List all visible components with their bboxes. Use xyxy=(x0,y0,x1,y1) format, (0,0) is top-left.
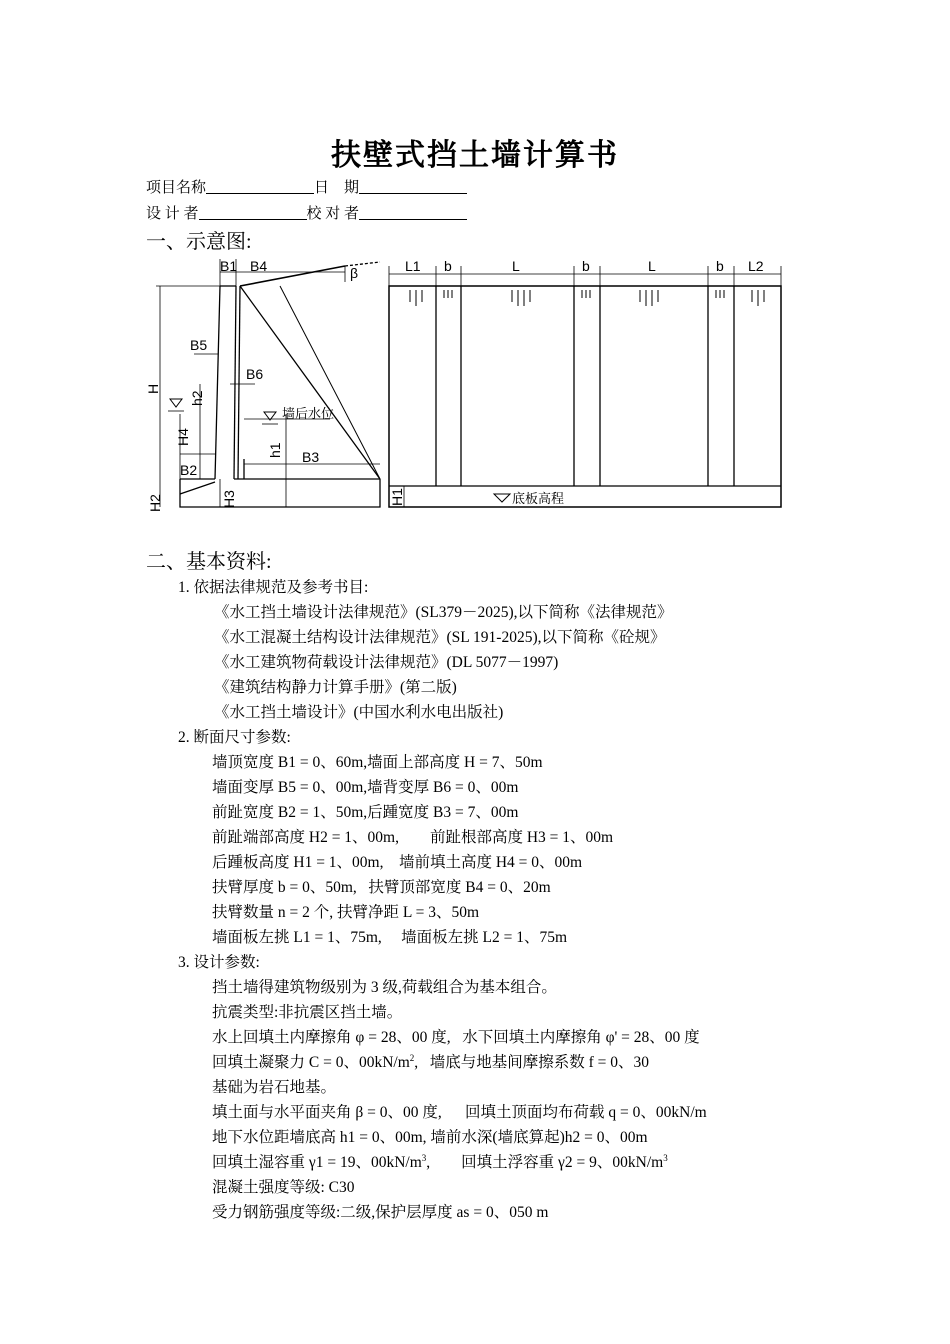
reference-item: 《水工挡土墙设计法律规范》(SL379－2025),以下简称《法律规范》 xyxy=(214,604,673,621)
dimension-line: 扶臂数量 n = 2 个, 扶臂净距 L = 3、50m xyxy=(212,904,480,921)
dimension-line: 前趾端部高度 H2 = 1、00m, 前趾根部高度 H3 = 1、00m xyxy=(212,829,614,846)
label-b-2: b xyxy=(582,258,590,274)
label-B4: B4 xyxy=(250,258,268,274)
label-B5: B5 xyxy=(190,337,208,353)
param-line xyxy=(212,1050,649,1072)
designer-blank xyxy=(199,205,307,220)
subheading-design-parameters: 3. 设计参数: xyxy=(178,954,260,971)
friction-text: , 墙底与地基间摩擦系数 f = 0、30 xyxy=(414,1054,650,1071)
buoyant-unit-weight-text: , 回填土浮容重 γ2 = 9、00kN/m xyxy=(426,1154,664,1171)
label-H4: H4 xyxy=(175,428,191,446)
label-B3: B3 xyxy=(302,449,320,465)
subheading-dimensions: 2. 断面尺寸参数: xyxy=(178,729,291,746)
reference-item: 《建筑结构静力计算手册》(第二版) xyxy=(214,679,457,696)
param-line: 抗震类型:非抗震区挡土墙。 xyxy=(212,1004,403,1021)
dimension-line: 前趾宽度 B2 = 1、50m,后踵宽度 B3 = 7、00m xyxy=(212,804,519,821)
designer-label: 设 计 者 xyxy=(146,206,199,222)
param-line: 地下水位距墙底高 h1 = 0、00m, 墙前水深(墙底算起)h2 = 0、00m xyxy=(212,1129,648,1146)
unit-superscript: 2 xyxy=(409,1053,415,1063)
checker-blank xyxy=(359,205,467,220)
section-heading-diagram: 一、示意图: xyxy=(146,231,252,253)
retaining-wall-diagram xyxy=(140,254,800,516)
subheading-references: 1. 依据法律规范及参考书目: xyxy=(178,579,369,596)
reference-item: 《水工建筑物荷载设计法律规范》(DL 5077－1997) xyxy=(214,654,559,671)
label-H: H xyxy=(145,383,161,394)
param-line: 填土面与水平面夹角 β = 0、00 度, 回填土顶面均布荷载 q = 0、00kN/m xyxy=(212,1104,707,1121)
label-L1: L1 xyxy=(405,258,421,274)
label-b-3: b xyxy=(716,258,724,274)
label-H2: H2 xyxy=(147,494,163,512)
date-label: 日 期 xyxy=(314,180,360,196)
param-line: 受力钢筋强度等级:二级,保护层厚度 as = 0、050 m xyxy=(212,1204,549,1221)
label-H3: H3 xyxy=(221,490,237,508)
label-beta: β xyxy=(350,265,359,281)
param-line: 挡土墙得建筑物级别为 3 级,荷载组合为基本组合。 xyxy=(212,979,557,996)
cohesion-text: 回填土凝聚力 C = 0、00kN/m xyxy=(212,1054,410,1071)
param-line: 水上回填土内摩擦角 φ = 28、00 度, 水下回填土内摩擦角 φ' = 28、00 度 xyxy=(212,1029,700,1046)
meta-row-2 xyxy=(146,202,467,223)
project-name-blank xyxy=(206,179,314,194)
dimension-line: 扶臂厚度 b = 0、50m, 扶臂顶部宽度 B4 = 0、20m xyxy=(212,879,551,896)
label-B2: B2 xyxy=(180,462,198,478)
dimension-line: 墙面变厚 B5 = 0、00m,墙背变厚 B6 = 0、00m xyxy=(212,779,519,796)
label-L2: L2 xyxy=(748,258,764,274)
label-h1: h1 xyxy=(267,442,283,458)
label-b-1: b xyxy=(444,258,452,274)
checker-label: 校 对 者 xyxy=(306,206,360,222)
document-title: 扶壁式挡土墙计算书 xyxy=(331,138,619,173)
param-line xyxy=(212,1150,668,1172)
unit-superscript: 3 xyxy=(421,1153,427,1163)
param-line: 混凝土强度等级: C30 xyxy=(212,1179,355,1196)
label-h2: h2 xyxy=(189,390,205,406)
wet-unit-weight-text: 回填土湿容重 γ1 = 19、00kN/m xyxy=(212,1154,422,1171)
param-line: 基础为岩石地基。 xyxy=(212,1079,337,1096)
label-L-1: L xyxy=(512,258,520,274)
meta-row-1 xyxy=(146,176,467,197)
dimension-line: 墙面板左挑 L1 = 1、75m, 墙面板左挑 L2 = 1、75m xyxy=(212,929,568,946)
reference-item: 《水工混凝土结构设计法律规范》(SL 191-2025),以下简称《砼规》 xyxy=(214,629,666,646)
unit-superscript: 3 xyxy=(663,1153,668,1163)
reference-item: 《水工挡土墙设计》(中国水利水电出版社) xyxy=(214,704,504,721)
section-heading-basic-data: 二、基本资料: xyxy=(146,551,272,573)
label-L-2: L xyxy=(648,258,656,274)
dimension-line: 墙顶宽度 B1 = 0、60m,墙面上部高度 H = 7、50m xyxy=(212,754,543,771)
label-B6: B6 xyxy=(246,366,264,382)
label-base-elevation: 底板高程 xyxy=(512,491,565,506)
label-H1: H1 xyxy=(389,488,405,506)
project-name-label: 项目名称 xyxy=(146,180,207,196)
label-B1: B1 xyxy=(220,258,238,274)
label-water-level: 墙后水位 xyxy=(282,406,335,421)
dimension-line: 后踵板高度 H1 = 1、00m, 墙前填土高度 H4 = 0、00m xyxy=(212,854,583,871)
date-blank xyxy=(359,179,467,194)
